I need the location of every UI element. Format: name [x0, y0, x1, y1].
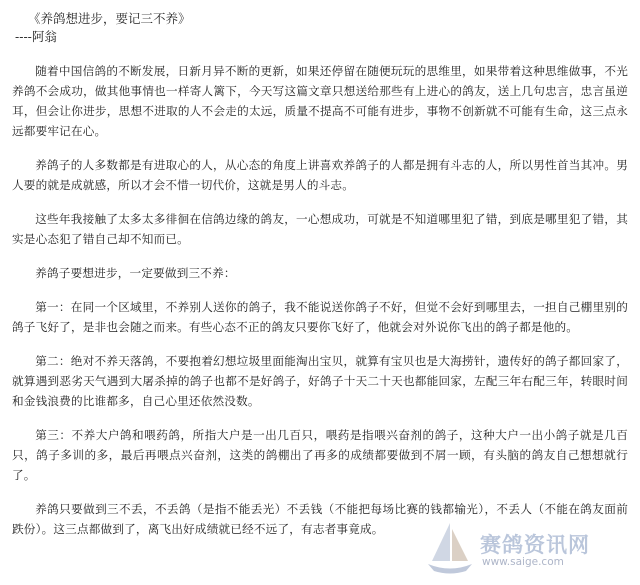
- watermark-site-name: 赛鸽资讯网: [480, 533, 590, 557]
- watermark-url: www.saige.com: [482, 556, 564, 568]
- paragraph-rule-two: 第二：绝对不养天落鸽，不要抱着幻想垃圾里面能淘出宝贝，就算有宝贝也是大海捞针，遗传好的鸽子都回家了，就算遇到恶劣天气遇到大屠杀掉的鸽子也都不是好鸽子，好鸽子十天二十天也都能回家，左配三年右配三年，转眼时间和金钱浪费的比谁都多，自己心里还依然没数。: [12, 354, 628, 408]
- paragraph-rule-one: 第一：在同一个区域里，不养别人送你的鸽子，我不能说送你鸽子不好，但觉不会好到哪里去，一担自己棚里别的鸽子飞好了，是非也会随之而来。有些心态不正的鸽友只要你飞好了，他就会对外说你飞出的鸽子都是他的。: [12, 300, 628, 334]
- article-title: 《养鸽想进步，要记三不养》: [28, 11, 191, 26]
- paragraph-three-rules-heading: 养鸽子要想进步，一定要做到三不养：: [35, 266, 236, 280]
- sailboat-logo-icon: [426, 521, 474, 579]
- paragraph-mindset: 养鸽子的人多数都是有进取心的人，从心态的角度上讲喜欢养鸽子的人都是拥有斗志的人，所以男性首当其冲。男人要的就是成就感，所以才会不惜一切代价，这就是男人的斗志。: [12, 158, 628, 192]
- paragraph-conclusion: 养鸽只要做到三不丢，不丢鸽（是指不能丢光）不丢钱（不能把每场比赛的钱都输光），不丢人（不能在鸽友面前跌份）。这三点都做到了，离飞出好成绩就已经不远了，有志者事竟成。: [12, 502, 628, 536]
- article-author: ----阿翁: [15, 29, 57, 44]
- paragraph-intro: 随着中国信鸽的不断发展，日新月异不断的更新，如果还停留在随便玩玩的思维里，如果带着这种思维做事，不光养鸽不会成功，做其他事情也一样寄人篱下，今天写这篇文章只想送给那些有上进心的鸽友，送上几句忠言，忠言虽逆耳，但会让你进步，思想不进取的人不会走的太远，质量不提高不可能有进步，事物不创新就不可能有生命，这三点永远都要牢记在心。: [12, 64, 628, 138]
- paragraph-rule-three: 第三：不养大户鸽和喂药鸽，所指大户是一出几百只，喂药是指喂兴奋剂的鸽子，这种大户一出小鸽子就是几百只，鸽子多训的多，最后再喂点兴奋剂，这类的鸽棚出了再多的成绩都要做到不屑一顾，有头脑的鸽友自己想想就行了。: [12, 428, 628, 482]
- paragraph-mistakes: 这些年我接触了太多太多徘徊在信鸽边缘的鸽友，一心想成功，可就是不知道哪里犯了错，到底是哪里犯了错，其实是心态犯了错自己却不知而已。: [12, 212, 628, 246]
- site-watermark: [406, 519, 626, 579]
